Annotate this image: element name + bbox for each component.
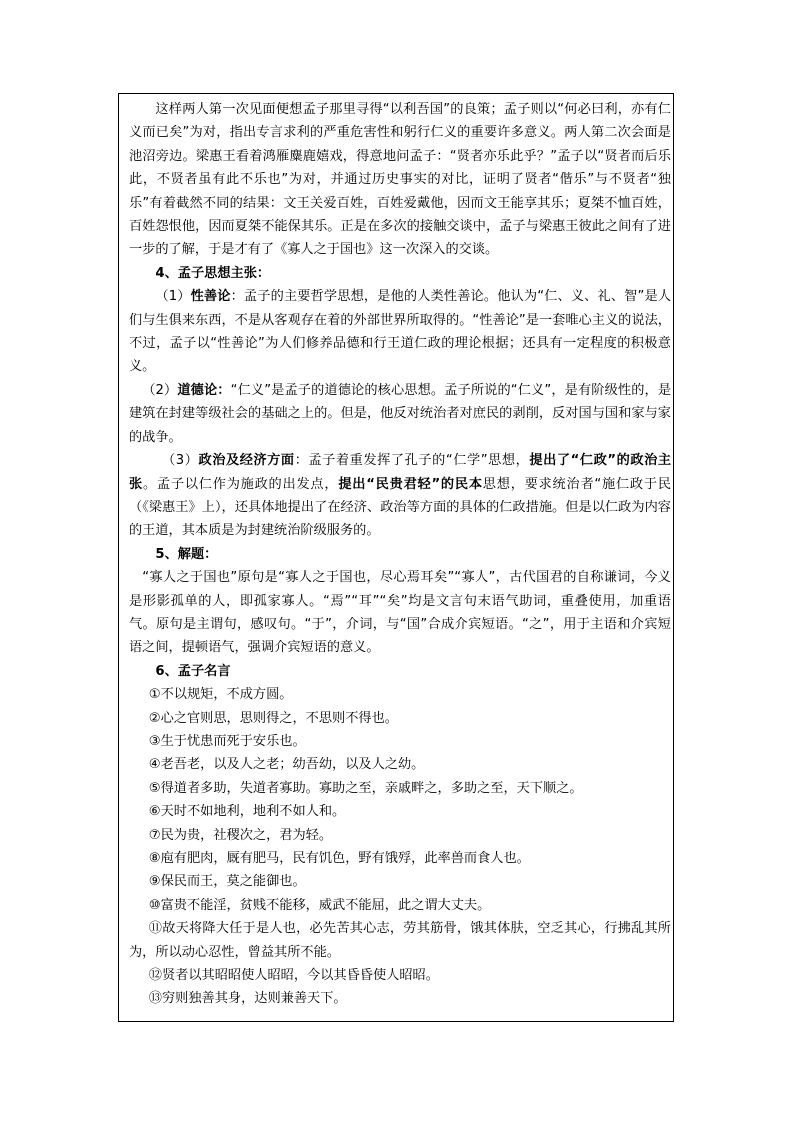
heading-title-explanation: 5、解题：	[155, 546, 218, 562]
list-item: ⑨保民而王，莫之能御也。	[148, 874, 306, 890]
list-item: ②心之官则思，思则得之，不思则不得也。	[148, 710, 398, 726]
paragraph-xingshan: （1）性善论：孟子的主要哲学思想，是他的人类性善论。他认为“仁、义、礼、智”是人们与生俱来东西，不是从客观存在着的外部世界所取得的。“性善论”是一套唯心主义的说法，不过，孟子以“性善论”为人们修养品德和行王道仁政的理论根据；还具有一定程度的积极意义。	[129, 289, 672, 375]
list-item: ⑧庖有肥肉，厩有肥马，民有饥色，野有饿殍，此率兽而食人也。	[148, 851, 530, 866]
list-item: ⑪故天将降大任于是人也，必先苦其心志，劳其筋骨，饿其体肤，空乏其心，行拂乱其所为，所以动心忍性，曾益其所不能。	[129, 921, 671, 960]
list-item: ⑫贤者以其昭昭使人昭昭，今以其昏昏使人昭昭。	[148, 968, 439, 984]
list-item: ⑤得道者多助，失道者寡助。寡助之至，亲戚畔之，多助之至，天下顺之。	[148, 780, 583, 796]
list-item: ⑩富贵不能淫，贫贱不能移，威武不能屈，此之谓大丈夫。	[148, 897, 491, 913]
list-item: ⑦民为贵，社稷次之，君为轻。	[148, 827, 333, 843]
paragraph-meetings: 这样两人第一次见面便想孟子那里寻得“以利吾国”的良策；孟子则以“何必曰利，亦有仁义而已矣”为对，指出专言求利的严重危害性和躬行仁义的重要许多意义。两人第二次会面是池沼旁边。梁惠王看着鸿雁麋鹿嬉戏，得意地问孟子：“贤者亦乐此乎？”孟子以“贤者而后乐此，不贤者虽有此不乐也”为对，并通过历史事实的对比，证明了贤者“偕乐”与不贤者“独乐”有着截然不同的结果：文王关爱百姓，百姓爱戴他，因而文王能享其乐；夏桀不恤百姓，百姓怨恨他，因而夏桀不能保其乐。正是在多次的接触交谈中，孟子与梁惠王彼此之间有了进一步的了解，于是才有了《寡人之于国也》这一次深入的交谈。	[129, 102, 671, 258]
paragraph-title-explanation: “寡人之于国也”原句是“寡人之于国也，尽心焉耳矣”“寡人”，古代国君的自称谦词，今义是形影孤单的人，即孤家寡人。“焉”“耳”“矣”均是文言句末语气助词，重叠使用，加重语气。原句是主谓句，感叹句。“于”，介词，与“国”合成介宾短语。“之”，用于主语和介宾短语之间，提顿语气，强调介宾短语的意义。	[129, 570, 671, 656]
list-item: ③生于忧患而死于安乐也。	[148, 733, 306, 749]
list-item: ⑥天时不如地利，地利不如人和。	[148, 804, 346, 820]
list-item: ①不以规矩，不成方圆。	[148, 687, 293, 703]
heading-mencius-thought: 4、孟子思想主张：	[155, 265, 271, 281]
list-item: ⑬穷则独善其身，达则兼善天下。	[148, 991, 347, 1007]
quote-list	[129, 683, 671, 1011]
paragraph-daode: （2）道德论：“仁义”是孟子的道德论的核心思想。孟子所说的“仁义”，是有阶级性的，是建筑在封建等级社会的基础之上的。但是，他反对统治者对庶民的剥削，反对国与国和家与家的战争。	[129, 382, 672, 445]
list-item: ④老吾老，以及人之老；幼吾幼，以及人之幼。	[148, 757, 425, 773]
heading-famous-quotes: 6、孟子名言	[155, 663, 231, 679]
document-body	[129, 98, 671, 1011]
paragraph-politics: （3）政治及经济方面：孟子着重发挥了孔子的“仁学”思想，提出了“仁政”的政治主张。孟子以仁作为施政的出发点，提出“民贵君轻”的民本思想，要求统治者“施仁政于民（《梁惠王》上），还具体地提出了在经济、政治等方面的具体的仁政措施。但是以仁政为内容的王道，其本质是为封建统治阶级服务的。	[129, 453, 672, 539]
